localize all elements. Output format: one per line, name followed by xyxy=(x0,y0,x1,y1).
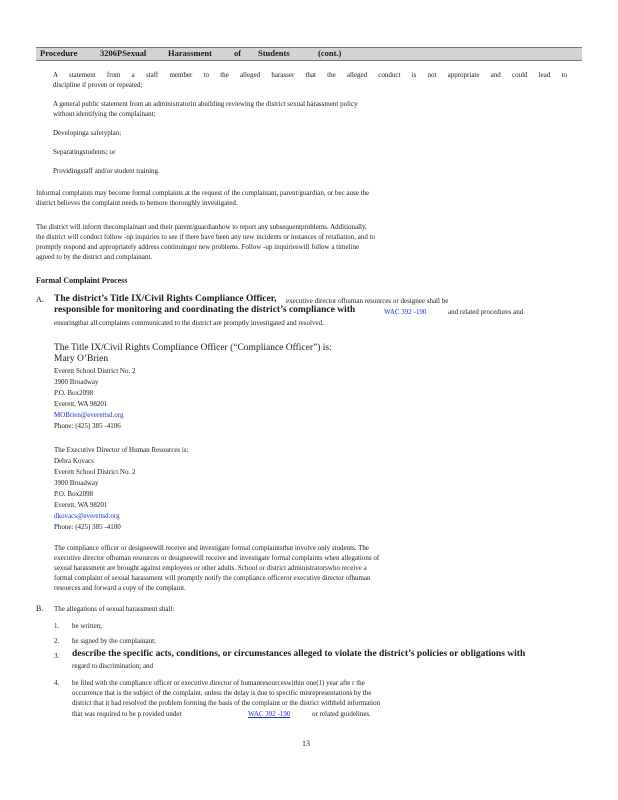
bullet-3: Developinga safetyplan; xyxy=(53,129,122,137)
header-cont: (cont.) xyxy=(318,48,342,58)
para-informal-line-2: district believes the complaint needs to bemore thoroughly investigated. xyxy=(36,199,238,207)
list-item-4-line-4-post: or related guidelines. xyxy=(312,710,371,718)
header-students: Students xyxy=(258,48,290,58)
officer-city: Everett, WA 98201 xyxy=(54,400,108,408)
officer-name: Mary O’Brien xyxy=(54,354,109,364)
bullet-5: Providingstaff and/or student training. xyxy=(53,167,160,175)
section-title: Formal Complaint Process xyxy=(36,276,128,285)
officer-district: Everett School District No. 2 xyxy=(54,367,136,375)
exec-city: Everett, WA 98201 xyxy=(54,501,108,509)
para-compliance-line-3: sexual harassment are brought against employees or other adults. School or district administratorswho receive a xyxy=(54,564,367,572)
exec-name: Debra Kovacs xyxy=(54,457,94,465)
header-of: of xyxy=(234,48,242,58)
wac-link[interactable]: WAC 392 -190 xyxy=(384,308,427,316)
exec-email-link[interactable]: dkovacs@everettsd.org xyxy=(54,512,120,520)
bullet-4: Separatingstudents; or xyxy=(53,148,116,156)
para-compliance-line-4: formal complaint of sexual harassment will promptly notify the compliance officeror executive director ofhuman xyxy=(54,574,371,582)
header-harassment: Harassment xyxy=(168,48,212,58)
item-a-line-2-bold: responsible for monitoring and coordinating the district’s compliance with xyxy=(54,305,356,315)
para-compliance-line-1: The compliance officer or designeewill receive and investigate formal complaintsthat involve only students. The xyxy=(54,544,370,552)
exec-po: P.O. Box2098 xyxy=(54,490,94,498)
para-inform-line-1: The district will inform thecomplainant and their parent/guardianhow to report any subsequentproblems. Additionally, xyxy=(36,223,367,231)
header-procedure: Procedure xyxy=(40,48,78,58)
list-item-4-line-3: district that it had resolved the problem forming the basis of the complaint or the district withheld information xyxy=(72,699,381,707)
item-b-letter: B. xyxy=(36,604,44,613)
para-informal-line-1: Informal complaints may become formal complaints at the request of the complainant, parent/guardian, or bec ause the xyxy=(36,189,370,197)
item-b-text: The allegations of sexual harassment shall: xyxy=(54,605,175,613)
exec-phone: Phone: (425) 385 -4100 xyxy=(54,523,121,531)
list-item-3-line-2: regard to discrimination; and xyxy=(72,662,154,670)
para-compliance-line-5: resources and forward a copy of the complaint. xyxy=(54,584,186,592)
bullet-2-line-1: A general public statement from an administratorin abuilding reviewing the district sexual harassment policy xyxy=(53,100,358,108)
list-num: 2. xyxy=(54,637,60,645)
page-number: 13 xyxy=(302,739,310,748)
item-a-line-2-rest: and related procedures and xyxy=(448,308,524,316)
list-item-3-bold: describe the specific acts, conditions, or circumstances alleged to violate the district’s policies or obligations with xyxy=(72,649,526,659)
item-a-line-1-rest: executive director ofhuman resources or designee shall be xyxy=(286,297,449,305)
list-item-4-line-1: be filed with the compliance officer or executive director of humanresourceswithin one(1) year afte r the xyxy=(72,679,365,687)
officer-phone: Phone: (425) 385 -4106 xyxy=(54,422,121,430)
officer-po: P.O. Box2098 xyxy=(54,389,94,397)
exec-district: Everett School District No. 2 xyxy=(54,468,136,476)
list-item-4-line-4-pre: that was required to be p rovided under xyxy=(72,710,182,718)
officer-street: 3900 Broadway xyxy=(54,378,99,386)
wac-link[interactable]: WAC 392 -190 xyxy=(248,710,291,718)
bullet-1-line-1: A statement from a staff member to the alleged harasser that the alleged conduct is not appropriate and could lead to xyxy=(53,71,567,79)
list-num: 3. xyxy=(54,652,60,660)
list-num: 4. xyxy=(54,679,60,687)
procedure-header-bar xyxy=(36,47,582,61)
exec-street: 3900 Broadway xyxy=(54,479,99,487)
officer-heading: The Title IX/Civil Rights Compliance Officer (“Compliance Officer”) is: xyxy=(54,343,332,353)
list-item-1: be written; xyxy=(72,622,103,630)
list-num: 1. xyxy=(54,622,60,630)
officer-email-link[interactable]: MOBrien@everettsd.org xyxy=(54,411,124,419)
list-item-2: be signed by the complainant; xyxy=(72,637,156,645)
para-inform-line-2: the district will conduct follow -up inquiries to see if there have been any new incidents or instances of retaliation, and to xyxy=(36,233,376,241)
item-a-letter: A. xyxy=(36,295,44,304)
item-a-line-1-bold: The district’s Title IX/Civil Rights Compliance Officer, xyxy=(54,294,277,304)
para-inform-line-3: promptly respond and appropriately address continuingor new problems. Follow -up inquirieswill follow a timeline xyxy=(36,243,360,251)
bullet-1-line-2: discipline if proven or repeated; xyxy=(53,81,143,89)
item-a-line-3: ensuringthat all complaints communicated to the district are promptly investigated and resolved. xyxy=(54,319,324,327)
header-number: 3206PSexual xyxy=(100,48,147,58)
para-inform-line-4: agreed to by the district and complainant. xyxy=(36,253,153,261)
exec-heading: The Executive Director of Human Resources is: xyxy=(54,446,189,454)
para-compliance-line-2: executive director ofhuman resources or designeewill receive and investigate formal complaints when allegations of xyxy=(54,554,380,562)
bullet-2-line-2: without identifying the complainant; xyxy=(53,110,156,118)
list-item-4-line-2: occurrence that is the subject of the complaint, unless the delay is due to specific misrepresentations by the xyxy=(72,689,372,697)
